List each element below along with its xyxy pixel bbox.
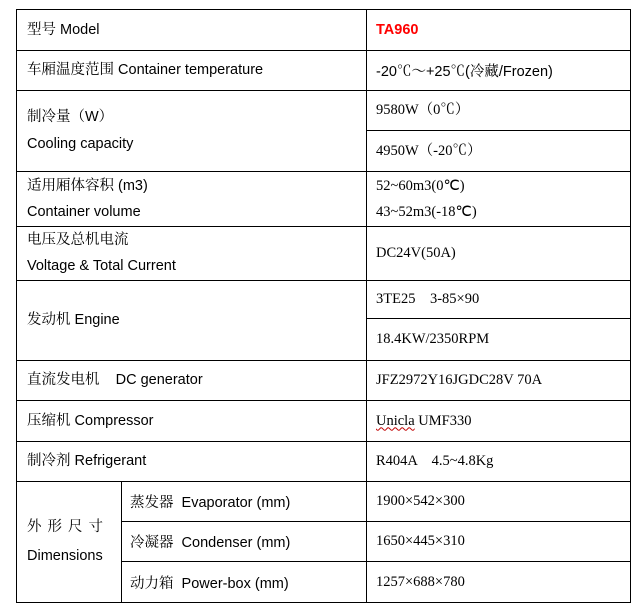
compressor-value	[367, 401, 631, 442]
dimensions-label-en: Dimensions	[27, 548, 103, 564]
cooling-capacity-label-en: Cooling capacity	[27, 136, 134, 152]
container-volume-value	[367, 172, 631, 227]
voltage-current-value: DC24V(50A)	[367, 227, 631, 281]
row-container-volume	[17, 172, 631, 227]
cooling-capacity-value-0c: 9580W（0℃）	[367, 91, 631, 131]
row-compressor	[17, 401, 631, 442]
row-engine-1	[17, 281, 631, 319]
engine-value-power: 18.4KW/2350RPM	[367, 319, 631, 361]
compressor-label: 压缩机 Compressor	[17, 401, 367, 442]
refrigerant-label	[17, 442, 367, 482]
row-dc-generator	[17, 361, 631, 401]
row-cooling-capacity-1	[17, 91, 631, 131]
model-value: TA960	[367, 10, 631, 51]
row-model	[17, 10, 631, 51]
container-temperature-value: -20℃～+25℃(冷藏/Frozen)	[367, 51, 631, 91]
model-label: 型号 Model	[17, 10, 367, 51]
refrigerant-label-text: 制冷剂 Refrigerant	[27, 453, 147, 469]
container-volume-label	[17, 172, 367, 227]
container-volume-label-en: Container volume	[27, 203, 141, 220]
row-container-temperature	[17, 51, 631, 91]
evaporator-label: 蒸发器 Evaporator (mm)	[122, 482, 367, 522]
dc-generator-value: JFZ2972Y16JGDC28V 70A	[367, 361, 631, 401]
row-refrigerant	[17, 442, 631, 482]
row-evaporator	[17, 482, 631, 522]
dimensions-label	[17, 482, 122, 603]
voltage-current-label-en: Voltage & Total Current	[27, 258, 176, 274]
engine-label: 发动机 Engine	[17, 281, 367, 361]
voltage-current-label-cn: 电压及总机电流	[27, 232, 129, 248]
condenser-label: 冷凝器 Condenser (mm)	[122, 522, 367, 562]
engine-value-model: 3TE25 3-85×90	[367, 281, 631, 319]
container-volume-label-cn: 适用厢体容积 (m3)	[27, 177, 148, 194]
row-voltage-current	[17, 227, 631, 281]
cooling-capacity-value-minus20c: 4950W（-20℃）	[367, 131, 631, 172]
dimensions-label-cn: 外形尺寸	[27, 519, 109, 535]
compressor-model: UMF330	[414, 412, 472, 429]
evaporator-value: 1900×542×300	[367, 482, 631, 522]
container-temperature-label: 车厢温度范围 Container temperature	[17, 51, 367, 91]
voltage-current-label	[17, 227, 367, 281]
spec-table	[16, 9, 631, 603]
dc-generator-label: 直流发电机 DC generator	[17, 361, 367, 401]
power-box-label: 动力箱 Power-box (mm)	[122, 562, 367, 603]
cooling-capacity-label	[17, 91, 367, 172]
condenser-value: 1650×445×310	[367, 522, 631, 562]
container-volume-value-minus18c: 43~52m3(-18℃)	[376, 203, 477, 220]
container-volume-value-0c: 52~60m3(0℃)	[376, 177, 465, 194]
power-box-value: 1257×688×780	[367, 562, 631, 603]
cooling-capacity-label-cn: 制冷量（W）	[27, 109, 114, 125]
refrigerant-value: R404A 4.5~4.8Kg	[367, 442, 631, 482]
compressor-brand: Unicla	[376, 412, 415, 429]
